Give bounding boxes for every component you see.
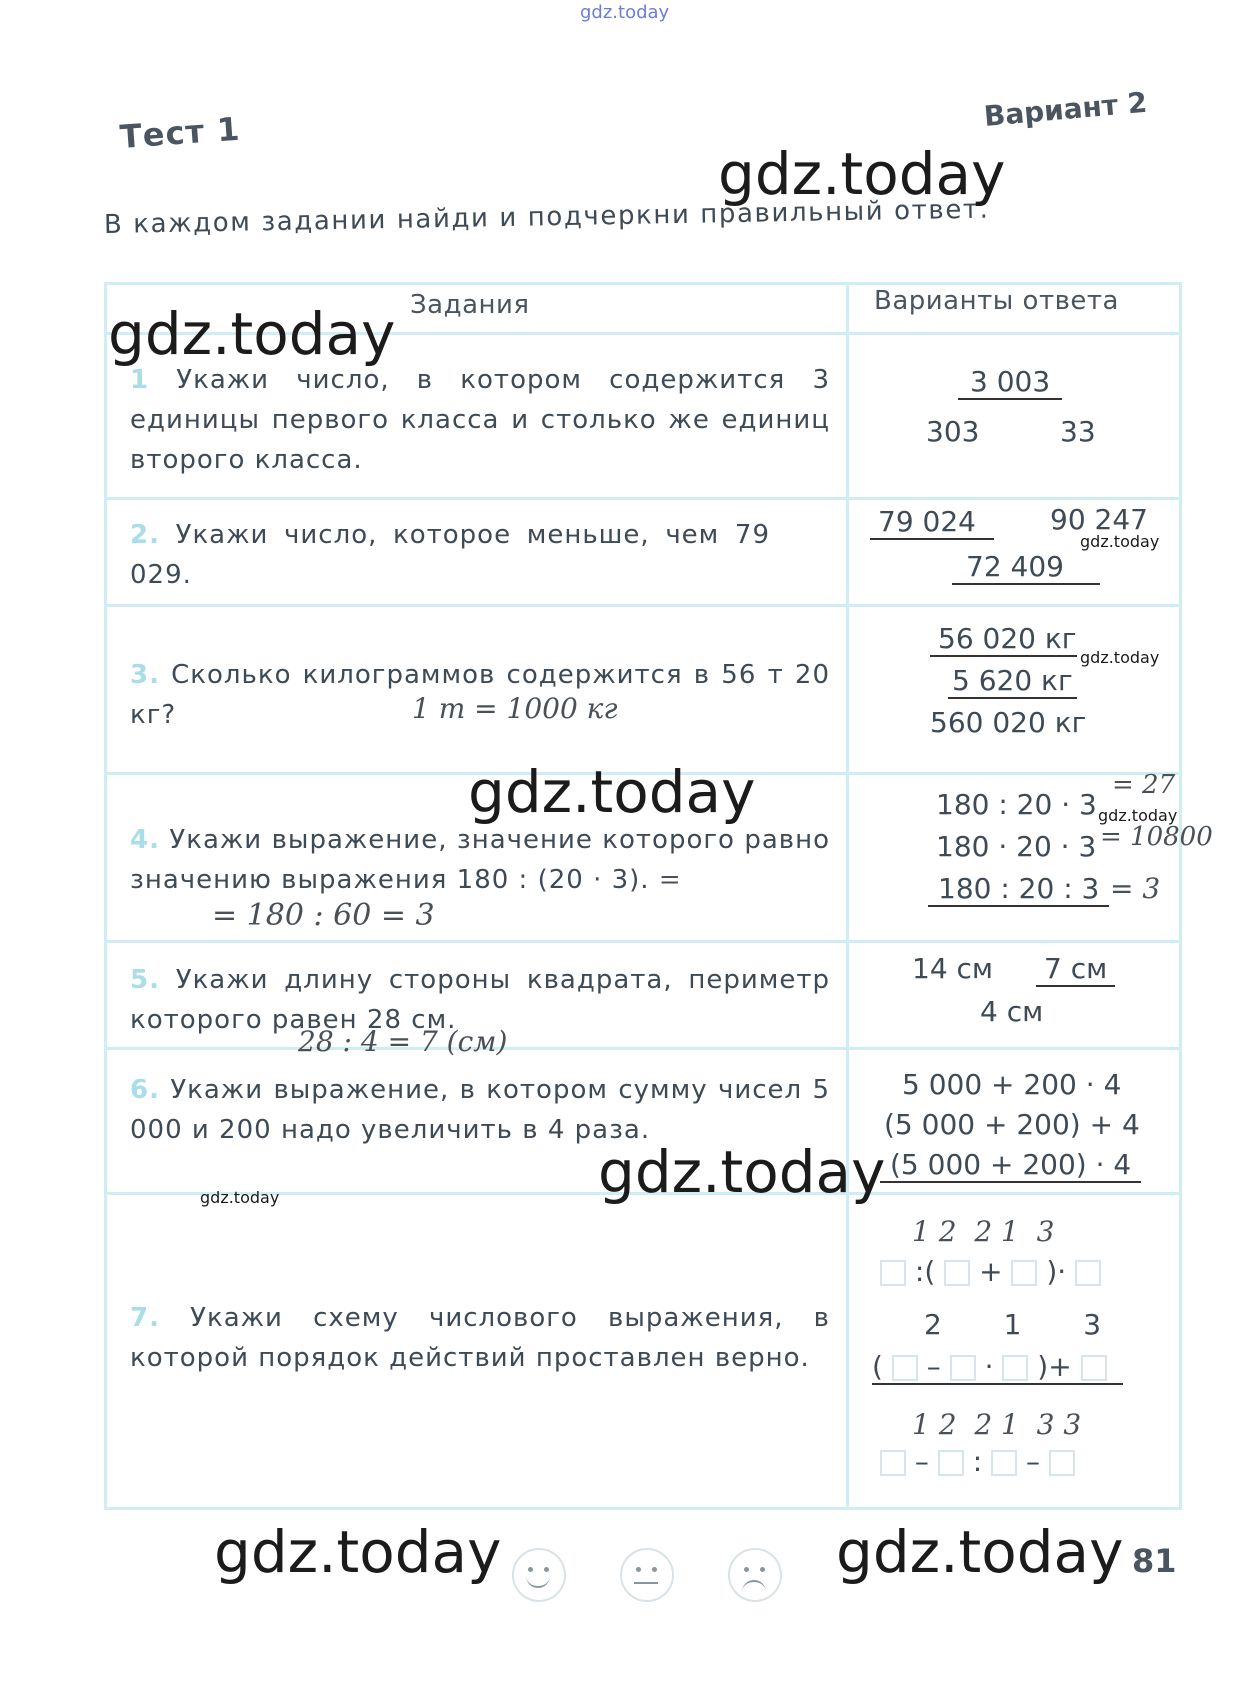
small-watermark-4: gdz.today: [200, 1188, 280, 1207]
task-5-number: 5.: [130, 965, 160, 995]
small-watermark-2: gdz.today: [1080, 648, 1160, 667]
task-7-scheme-1-op-3: )·: [1046, 1255, 1067, 1288]
task-4-note-3: = 3: [1110, 872, 1161, 905]
top-watermark: gdz.today: [580, 2, 670, 23]
task-2-text: Укажи число, которое меньше, чем 79 029.: [130, 520, 770, 590]
task-6-number: 6.: [130, 1075, 160, 1105]
sad-face-icon: [728, 1548, 782, 1602]
task-2: [130, 515, 770, 595]
task-4-handwriting-inline: =: [658, 865, 682, 895]
task-4-option-3[interactable]: 180 : 20 : 3: [928, 872, 1109, 907]
task-3-option-2[interactable]: 5 620 кг: [948, 664, 1077, 699]
task-1-text: Укажи число, в котором содержится 3 единицы первого класса и столько же единиц второго класса.: [130, 365, 830, 475]
task-7-scheme-3-order: 1 2 2 1 3 3: [912, 1408, 1082, 1441]
task-7-scheme-2-op-3: ·: [984, 1350, 994, 1383]
task-7-scheme-1-op-1: :(: [914, 1255, 936, 1288]
task-6-option-1[interactable]: 5 000 + 200 · 4: [902, 1068, 1122, 1101]
task-7-scheme-3-op-3: –: [1025, 1445, 1040, 1478]
task-7-scheme-1[interactable]: [880, 1255, 1101, 1288]
task-5-text: Укажи длину стороны квадрата, периметр которого равен 28 см.: [130, 965, 831, 1035]
task-4-option-1[interactable]: 180 : 20 · 3: [936, 788, 1097, 821]
watermark-4: gdz.today: [598, 1138, 886, 1206]
task-7: [130, 1298, 830, 1378]
task-4-number: 4.: [130, 825, 160, 855]
task-7-text: Укажи схему числового выражения, в которой порядок действий проставлен верно.: [130, 1303, 831, 1373]
task-7-scheme-2-op-1: (: [872, 1350, 883, 1383]
task-5-option-1[interactable]: 14 см: [912, 952, 994, 985]
watermark-2: gdz.today: [108, 300, 396, 368]
task-1-number: 1: [130, 365, 150, 395]
task-7-scheme-2-order: 2 1 3: [924, 1308, 1102, 1341]
variant-label: Вариант 2: [982, 85, 1149, 133]
small-watermark-1: gdz.today: [1080, 532, 1160, 551]
task-5-handwriting: 28 : 4 = 7 (см): [298, 1025, 508, 1058]
column-header-answers: Варианты ответа: [874, 286, 1119, 316]
task-4-note-2: = 10800: [1100, 822, 1213, 852]
task-3-option-3[interactable]: 560 020 кг: [930, 706, 1087, 739]
task-7-scheme-2-op-2: –: [926, 1350, 941, 1383]
instruction: В каждом задании найди и подчеркни правильный ответ.: [103, 194, 990, 240]
task-2-number: 2.: [130, 520, 160, 550]
task-7-number: 7.: [130, 1303, 160, 1333]
task-2-option-2[interactable]: 90 247: [1050, 503, 1148, 536]
task-7-scheme-2[interactable]: [872, 1350, 1123, 1385]
task-7-scheme-3-op-1: –: [914, 1445, 929, 1478]
task-7-scheme-3[interactable]: [880, 1445, 1075, 1478]
task-1-option-1[interactable]: 3 003: [958, 365, 1062, 400]
task-3-number: 3.: [130, 660, 160, 690]
task-1: [130, 360, 830, 480]
task-6-option-3[interactable]: (5 000 + 200) · 4: [880, 1148, 1141, 1183]
task-4-option-2[interactable]: 180 · 20 · 3: [936, 830, 1097, 863]
task-7-scheme-3-op-2: :: [972, 1445, 983, 1478]
task-1-option-2[interactable]: 303: [926, 415, 980, 448]
page-number: 81: [1132, 1542, 1177, 1580]
task-2-option-1[interactable]: 79 024: [870, 505, 994, 540]
task-3-option-1[interactable]: 56 020 кг: [930, 622, 1077, 657]
task-5-option-2[interactable]: 7 см: [1036, 952, 1115, 987]
task-4-handwriting: = 180 : 60 = 3: [212, 898, 435, 933]
task-5-option-3[interactable]: 4 см: [980, 995, 1044, 1028]
task-7-scheme-2-op-4: )+: [1037, 1350, 1072, 1383]
task-6-option-2[interactable]: (5 000 + 200) + 4: [884, 1108, 1140, 1141]
column-header-tasks: Задания: [410, 290, 530, 320]
watermark-6: gdz.today: [836, 1518, 1124, 1586]
task-4: [130, 820, 830, 900]
neutral-face-icon: [620, 1548, 674, 1602]
test-title: Тест 1: [118, 109, 242, 156]
task-7-scheme-1-op-2: +: [979, 1255, 1003, 1288]
task-6-text: Укажи выражение, в котором сумму чисел 5 000 и 200 надо увеличить в 4 раза.: [130, 1075, 831, 1145]
happy-face-icon: [512, 1548, 566, 1602]
watermark-5: gdz.today: [214, 1518, 502, 1586]
task-4-note-1: = 27: [1112, 770, 1176, 800]
small-watermark-3: gdz.today: [1098, 806, 1178, 825]
watermark-1: gdz.today: [718, 140, 1006, 208]
watermark-3: gdz.today: [468, 758, 756, 826]
task-2-option-3[interactable]: 72 409: [952, 550, 1100, 585]
task-1-option-3[interactable]: 33: [1060, 415, 1096, 448]
task-7-scheme-1-order: 1 2 2 1 3: [912, 1215, 1055, 1248]
task-3-handwriting: 1 т = 1000 кг: [412, 692, 618, 725]
task-4-text: Укажи выражение, значение которого равно значению выражения 180 : (20 · 3).: [130, 825, 831, 895]
task-3-text: Сколько килограммов содержится в 56 т 20 кг?: [130, 660, 830, 730]
